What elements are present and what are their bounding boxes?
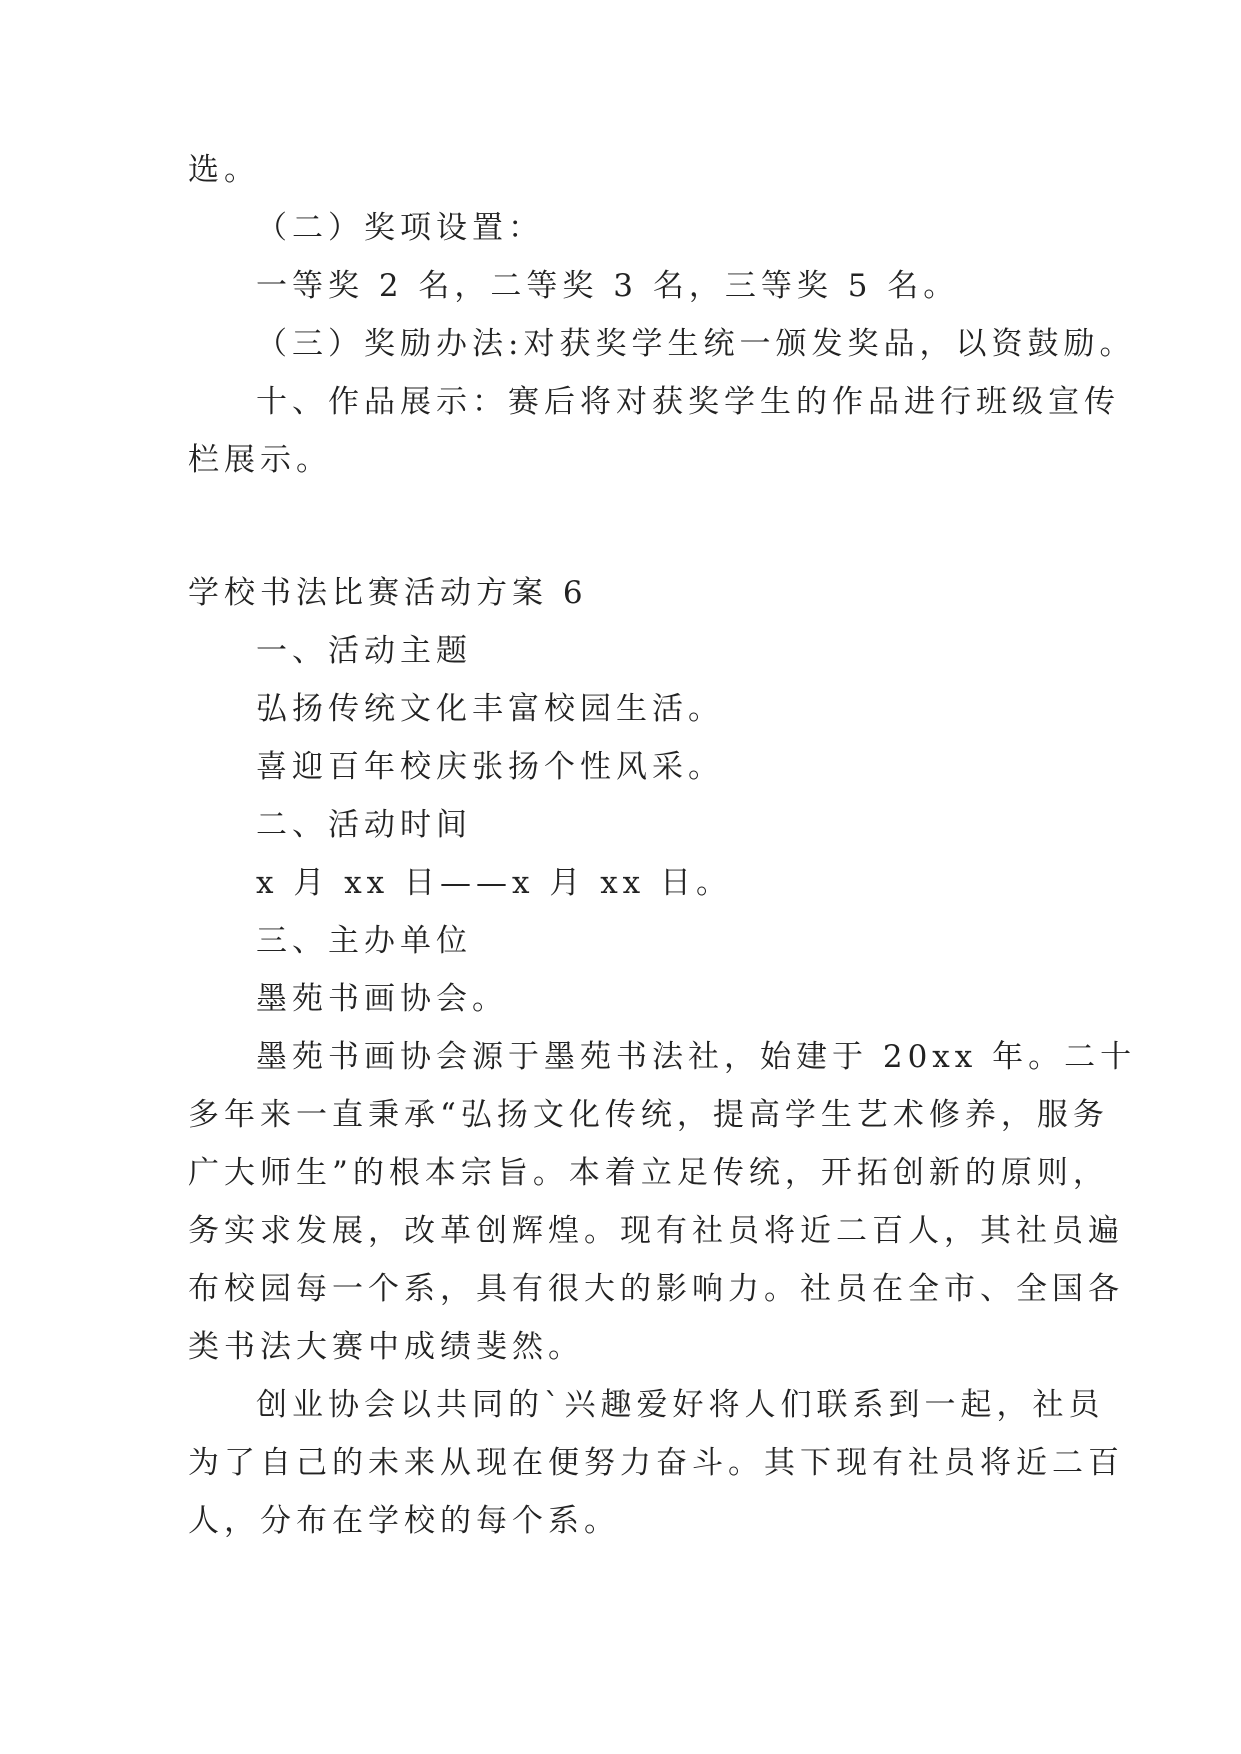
paragraph-line: 选。 — [188, 152, 260, 188]
paragraph-line: 务实求发展，改革创辉煌。现有社员将近二百人，其社员遍 — [188, 1213, 1124, 1249]
paragraph-line: 布校园每一个系，具有很大的影响力。社员在全市、全国各 — [188, 1271, 1124, 1307]
paragraph-line: 喜迎百年校庆张扬个性风采。 — [256, 749, 724, 785]
paragraph-line: 类书法大赛中成绩斐然。 — [188, 1329, 584, 1365]
paragraph-line: 弘扬传统文化丰富校园生活。 — [256, 691, 724, 727]
section-heading: 一、活动主题 — [256, 633, 472, 669]
paragraph-line: 多年来一直秉承“弘扬文化传统，提高学生艺术修养，服务 — [188, 1097, 1109, 1133]
paragraph-line: 栏展示。 — [188, 442, 332, 478]
section-heading: 三、主办单位 — [256, 923, 472, 959]
section-heading: 二、活动时间 — [256, 807, 472, 843]
paragraph-line: 一等奖 2 名，二等奖 3 名，三等奖 5 名。 — [256, 268, 960, 304]
paragraph-line: 为了自己的未来从现在便努力奋斗。其下现有社员将近二百 — [188, 1445, 1124, 1481]
paragraph-line: 墨苑书画协会源于墨苑书法社，始建于 20xx 年。二十 — [256, 1039, 1137, 1075]
paragraph-line: 十、作品展示：赛后将对获奖学生的作品进行班级宣传 — [256, 384, 1120, 420]
paragraph-line: 墨苑书画协会。 — [256, 981, 508, 1017]
paragraph-line: 创业协会以共同的`兴趣爱好将人们联系到一起，社员 — [256, 1387, 1105, 1423]
paragraph-line: x 月 xx 日——x 月 xx 日。 — [256, 865, 733, 901]
paragraph-line: 广大师生”的根本宗旨。本着立足传统，开拓创新的原则， — [188, 1155, 1109, 1191]
paragraph-line: 人，分布在学校的每个系。 — [188, 1503, 620, 1539]
document-title: 学校书法比赛活动方案 6 — [188, 575, 588, 611]
section-heading: （二）奖项设置： — [256, 210, 544, 246]
paragraph-line: （三）奖励办法:对获奖学生统一颁发奖品，以资鼓励。 — [256, 326, 1136, 362]
